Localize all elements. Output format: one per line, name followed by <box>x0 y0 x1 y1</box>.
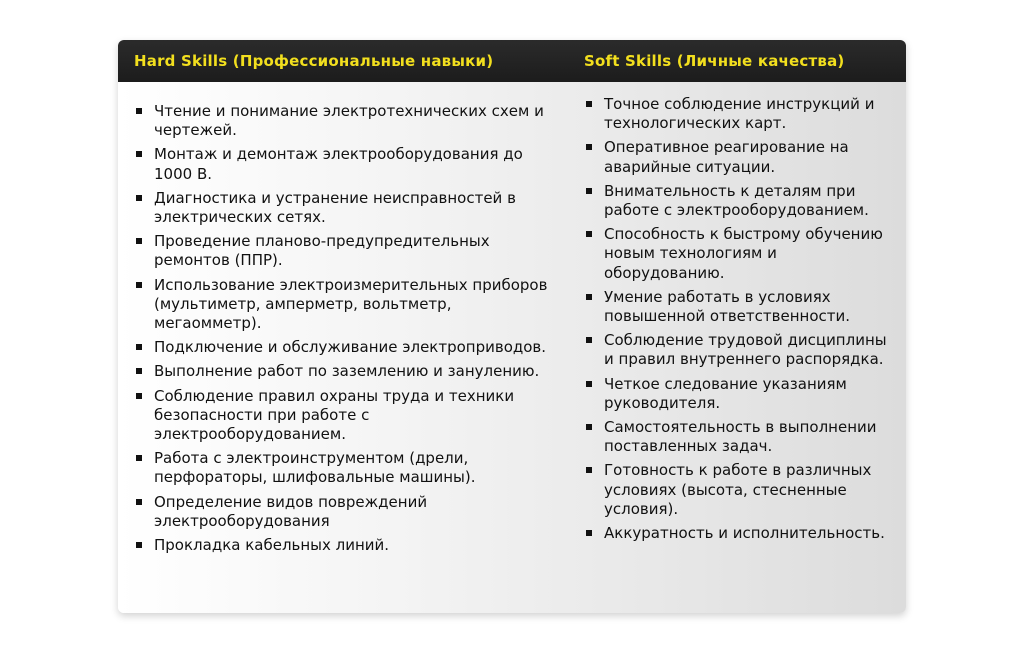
bullet-icon <box>586 231 592 237</box>
hard-skill-text: Определение видов повреждений электрооборудования <box>154 492 428 530</box>
list-item <box>135 232 555 270</box>
hard-skill-text: Соблюдение правил охраны труда и техники безопасности при работе с электрооборудованием. <box>154 386 515 444</box>
hard-skill-text: Подключение и обслуживание электроприводов. <box>154 338 547 357</box>
hard-skill-text: Использование электроизмерительных приборов (мультиметр, амперметр, вольтметр, мегаомметр). <box>154 275 548 333</box>
list-item <box>585 331 890 369</box>
bullet-icon <box>586 424 592 430</box>
bullet-icon <box>586 530 592 536</box>
list-item <box>135 362 555 381</box>
hard-skill-text: Чтение и понимание электротехнических схем и чертежей. <box>154 102 544 140</box>
table-header <box>118 40 906 82</box>
list-item <box>585 288 890 326</box>
bullet-icon <box>136 238 142 244</box>
bullet-icon <box>136 195 142 201</box>
list-item <box>135 145 555 183</box>
hard-skill-text: Диагностика и устранение неисправностей в электрических сетях. <box>154 188 516 227</box>
list-item <box>135 493 555 531</box>
list-item <box>585 461 890 519</box>
list-item <box>135 338 555 357</box>
soft-skill-text: Соблюдение трудовой дисциплины и правил внутреннего распорядка. <box>604 331 887 369</box>
soft-skill-text: Внимательность к деталям при работе с электрооборудованием. <box>604 181 869 220</box>
hard-skill-text: Работа с электроинструментом (дрели, перфораторы, шлифовальные машины). <box>154 449 476 487</box>
bullet-icon <box>586 337 592 343</box>
list-item <box>135 102 555 140</box>
list-item <box>135 536 555 555</box>
bullet-icon <box>136 344 142 350</box>
soft-skill-text: Оперативное реагирование на аварийные ситуации. <box>604 138 849 176</box>
list-item <box>585 524 890 543</box>
bullet-icon <box>586 188 592 194</box>
list-item <box>585 182 890 220</box>
soft-skill-text: Точное соблюдение инструкций и технологических карт. <box>604 95 875 133</box>
list-item <box>585 225 890 283</box>
list-item <box>585 138 890 176</box>
soft-skill-text: Способность к быстрому обучению новым технологиям и оборудованию. <box>604 225 883 282</box>
soft-skills-list <box>585 95 890 548</box>
list-item <box>135 276 555 334</box>
list-item <box>135 449 555 487</box>
skills-table <box>118 40 906 613</box>
soft-skill-text: Четкое следование указаниям руководителя. <box>604 374 847 412</box>
bullet-icon <box>586 101 592 107</box>
bullet-icon <box>586 294 592 300</box>
soft-skill-text: Самостоятельность в выполнении поставленных задач. <box>604 418 877 456</box>
list-item <box>585 375 890 413</box>
hard-skills-list <box>135 102 555 560</box>
list-item <box>135 189 555 227</box>
soft-skill-text: Умение работать в условиях повышенной ответственности. <box>604 287 850 326</box>
bullet-icon <box>136 151 142 157</box>
bullet-icon <box>136 499 142 505</box>
list-item <box>585 418 890 456</box>
hard-skill-text: Проведение планово-предупредительных ремонтов (ППР). <box>154 232 490 270</box>
list-item <box>585 95 890 133</box>
hard-skill-text: Прокладка кабельных линий. <box>154 536 390 555</box>
bullet-icon <box>136 393 142 399</box>
hard-skills-heading: Hard Skills (Профессиональные навыки) <box>134 52 494 70</box>
bullet-icon <box>136 542 142 548</box>
bullet-icon <box>586 381 592 387</box>
hard-skill-text: Монтаж и демонтаж электрооборудования до 1000 В. <box>154 145 523 183</box>
soft-skill-text: Аккуратность и исполнительность. <box>604 524 885 543</box>
bullet-icon <box>136 455 142 461</box>
bullet-icon <box>136 368 142 374</box>
bullet-icon <box>136 108 142 114</box>
soft-skills-heading: Soft Skills (Личные качества) <box>584 52 845 70</box>
list-item <box>135 387 555 445</box>
soft-skill-text: Готовность к работе в различных условиях (высота, стесненные условия). <box>604 461 872 518</box>
bullet-icon <box>586 467 592 473</box>
bullet-icon <box>586 144 592 150</box>
hard-skill-text: Выполнение работ по заземлению и занулению. <box>154 362 540 381</box>
bullet-icon <box>136 282 142 288</box>
